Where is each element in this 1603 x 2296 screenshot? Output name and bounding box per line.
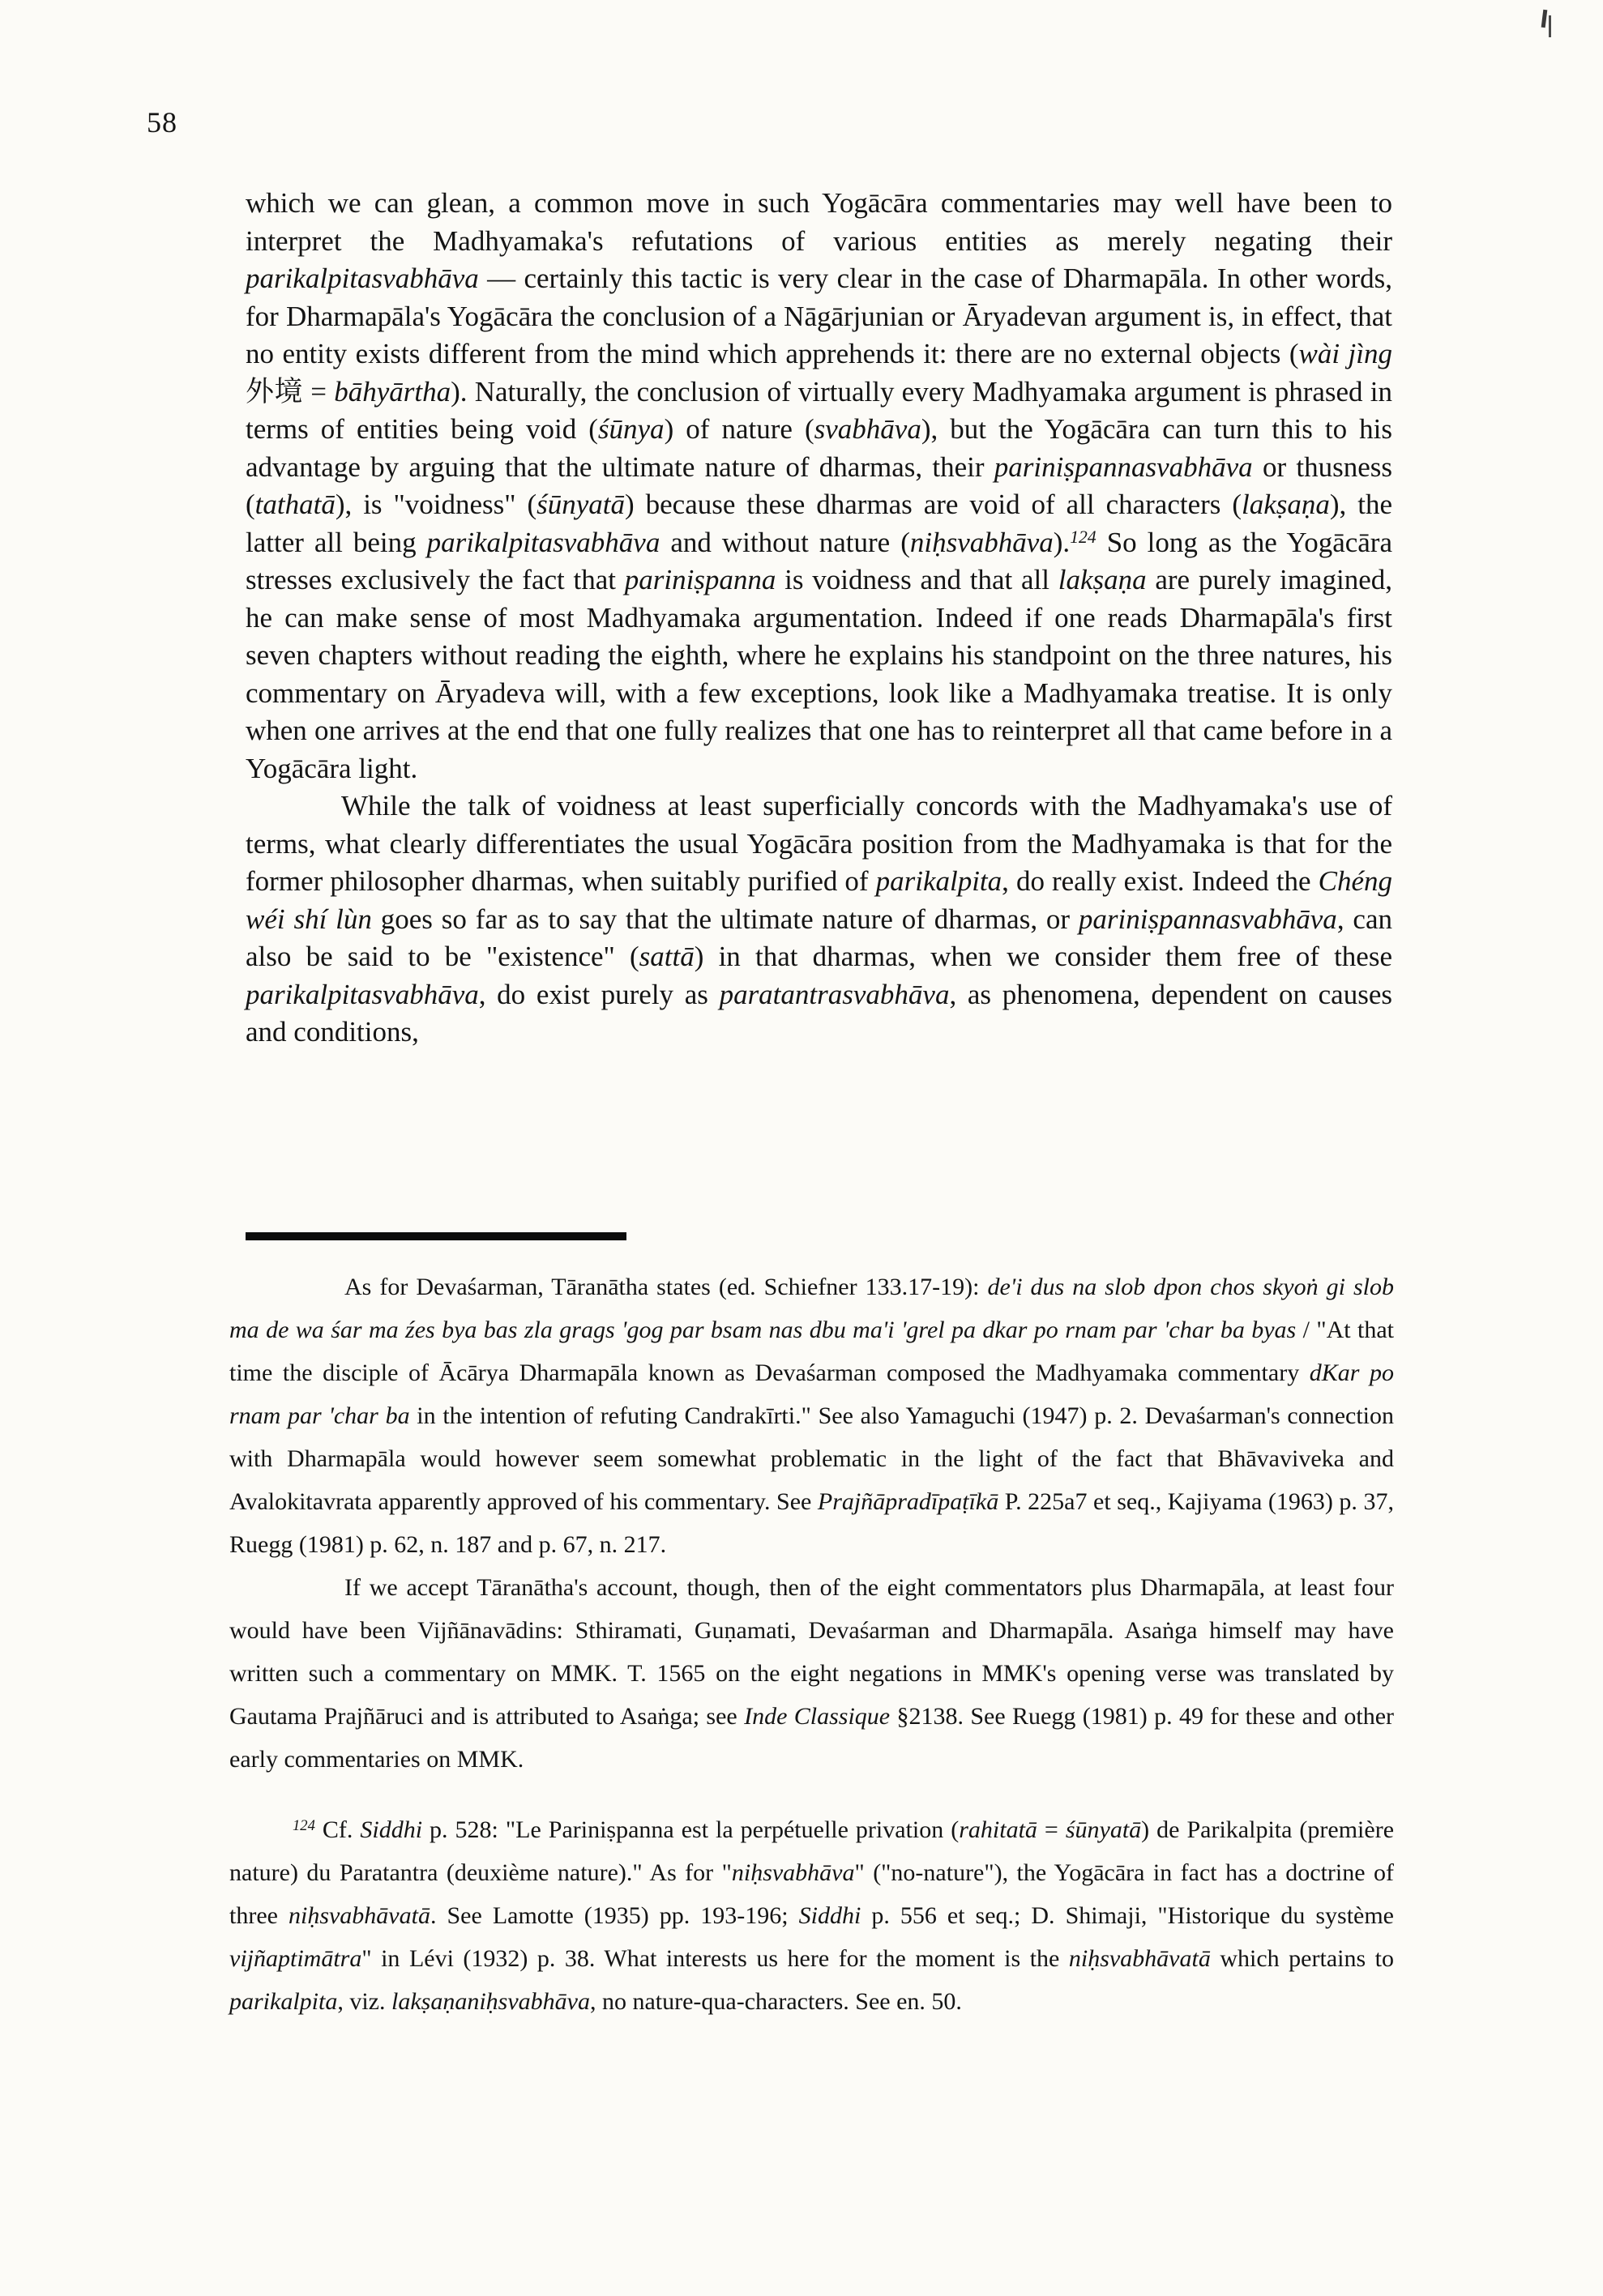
body-paragraph-1: which we can glean, a common move in such Yogācāra commentaries may well have been to interpret the Madhyamaka's refutations of various entities as merely negating their parikalpitasvabhāva — certainly this tactic is very clear in the case of Dharmapāla. In other words, for Dharmapāla's Yogācāra the conclusion of a Nāgārjunian or Āryadevan argument is, in effect, that no entity exists different from the mind which apprehends it: there are no external objects (wài jìng 外境 = bāhyārtha). Naturally, the conclusion of virtually every Madhyamaka argument is phrased in terms of entities being void (śūnya) of nature (svabhāva), but the Yogācāra can turn this to his advantage by arguing that the ultimate nature of dharmas, their pariniṣpannasvabhāva or thusness (tathatā), is "voidness" (śūnyatā) because these dharmas are void of all characters (lakṣaṇa), the latter all being parikalpitasvabhāva and without nature (niḥsvabhāva).$^{124}$ So long as the Yogācāra stresses exclusively the fact that pariniṣpanna is voidness and that all lakṣaṇa are purely imagined, he can make sense of most Madhyamaka argumentation. Indeed if one reads Dharmapāla's first seven chapters without reading the eighth, where he explains his standpoint on the three natures, his commentary on Āryadeva will, with a few exceptions, look like a Madhyamaka treatise. It is only when one arrives at the end that one fully realizes that one has to reinterpret all that came before in a Yogācāra light. <box>246 187 1393 784</box>
footnotes-block <box>229 1265 1394 2023</box>
page-number: 58 <box>147 106 177 139</box>
footnote-continuation-paragraph-2: If we accept Tāranātha's account, though, then of the eight commentators plus Dharmapāla, at least four would have been Vijñānavādins: Sthiramati, Guṇamati, Devaśarman and Dharmapāla. Asaṅga himself may have written such a commentary on MMK. T. 1565 on the eight negations in MMK's opening verse was translated by Gautama Prajñāruci and is attributed to Asaṅga; see Inde Classique §2138. See Ruegg (1981) p. 49 for these and other early commentaries on MMK. <box>229 1574 1395 1773</box>
footnote-separator-rule <box>246 1232 626 1240</box>
footnote-continuation-paragraph-1: As for Devaśarman, Tāranātha states (ed. Schiefner 133.17-19): de'i dus na slob dpon chos skyoṅ gi slob ma de wa śar ma źes bya bas zla grags 'gog par bsam nas dbu ma'i 'grel pa dkar po rnam par 'char ba byas / "At that time the disciple of Ācārya Dharmapāla known as Devaśarman composed the Madhyamaka commentary dKar po rnam par 'char ba in the intention of refuting Candrakīrti." See also Yamaguchi (1947) p. 2. Devaśarman's connection with Dharmapāla would however seem somewhat problematic in the light of the fact that Bhāvaviveka and Avalokitavrata apparently approved of his commentary. See Prajñāpradīpaṭīkā P. 225a7 et seq., Kajiyama (1963) p. 37, Ruegg (1981) p. 62, n. 187 and p. 67, n. 217. <box>229 1274 1395 1558</box>
scan-artifact-mark <box>1541 10 1555 39</box>
body-paragraph-2: While the talk of voidness at least superficially concords with the Madhyamaka's use of terms, what clearly differentiates the usual Yogācāra position from the Madhyamaka is that for the former philosopher dharmas, when suitably purified of parikalpita, do really exist. Indeed the Chéng wéi shí lùn goes so far as to say that the ultimate nature of dharmas, or pariniṣpannasvabhāva, can also be said to be "existence" (sattā) in that dharmas, when we consider them free of these parikalpitasvabhāva, do exist purely as paratantrasvabhāva, as phenomena, dependent on causes and conditions, <box>246 790 1393 1048</box>
footnote-124: $^{124}$ Cf. Siddhi p. 528: "Le Pariniṣpanna est la perpétuelle privation (rahitatā = śūnyatā) de Parikalpita (première nature) du Paratantra (deuxième nature)." As for "niḥsvabhāva" ("no-nature"), the Yogācāra in fact has a doctrine of three niḥsvabhāvatā. See Lamotte (1935) pp. 193-196; Siddhi p. 556 et seq.; D. Shimaji, "Historique du système vijñaptimātra" in Lévi (1932) p. 38. What interests us here for the moment is the niḥsvabhāvatā which pertains to parikalpita, viz. lakṣaṇaniḥsvabhāva, no nature-qua-characters. See en. 50. <box>229 1816 1395 2015</box>
main-text-block <box>246 185 1392 1052</box>
